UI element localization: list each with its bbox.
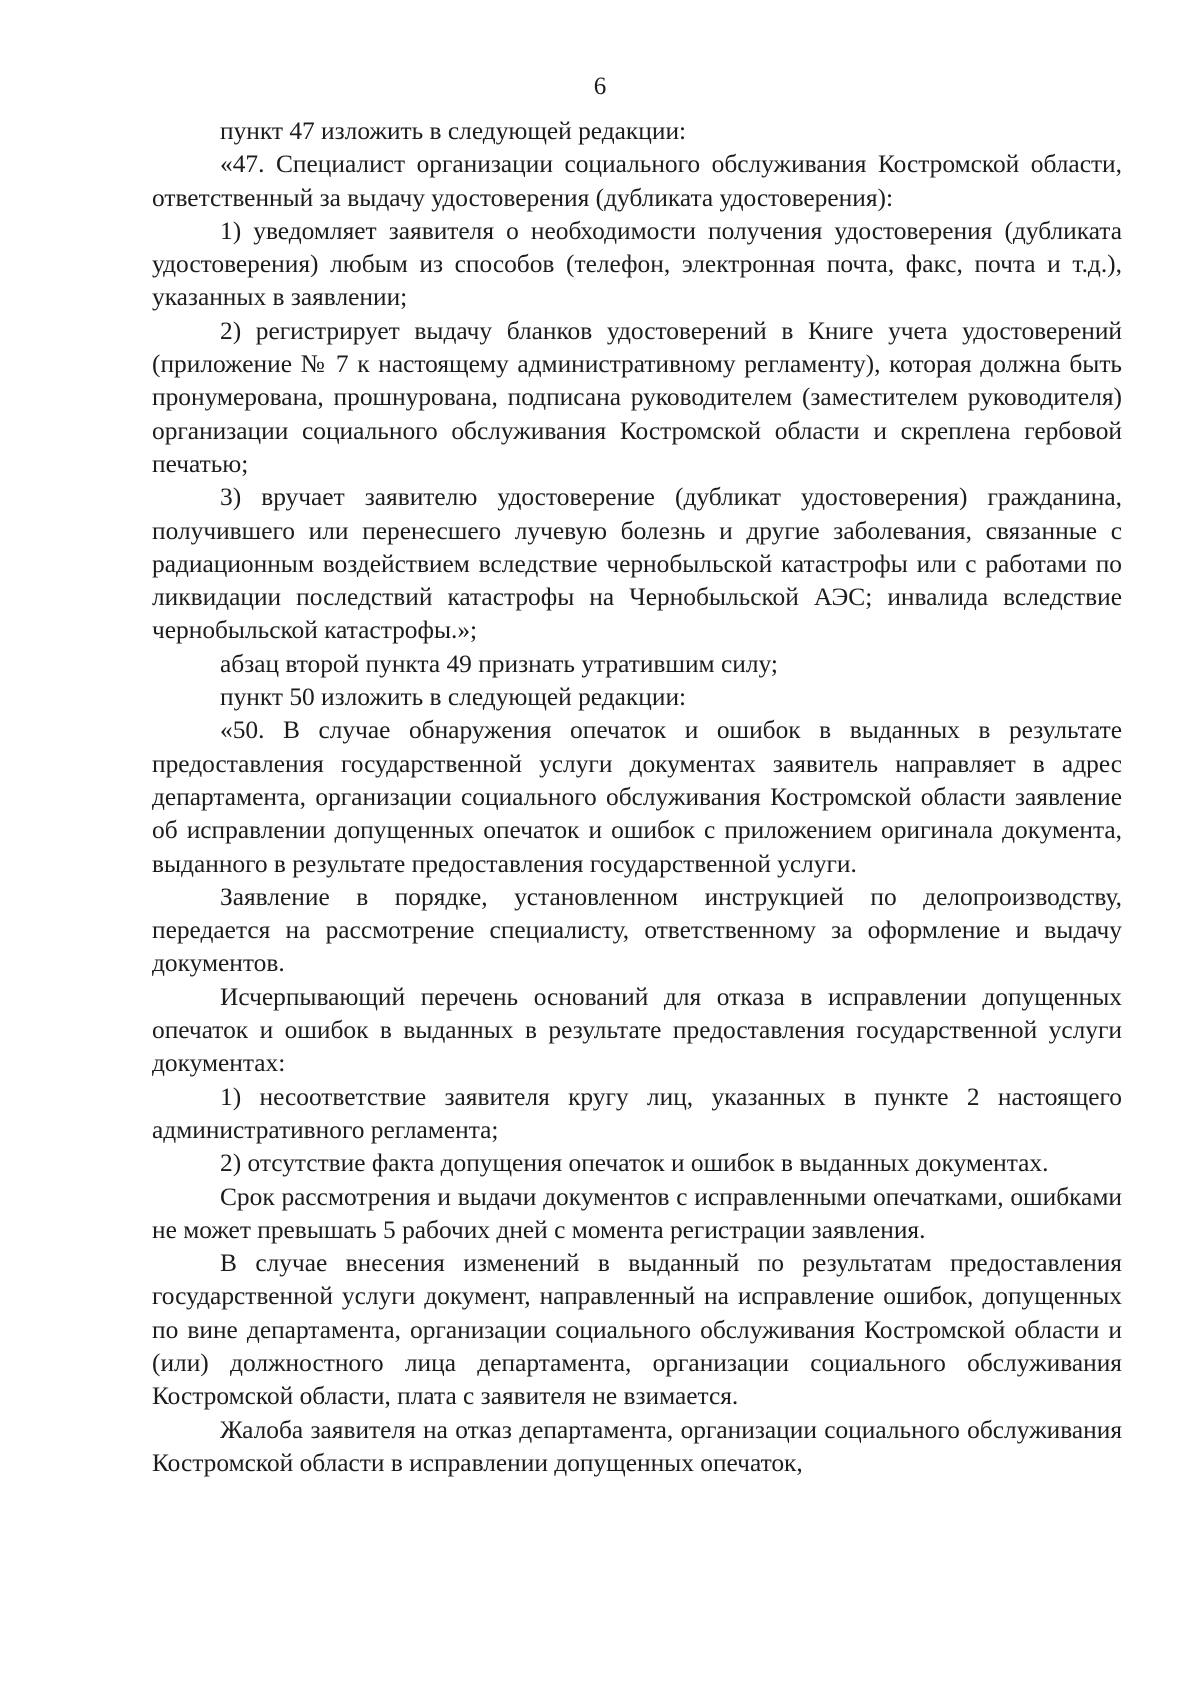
paragraph-49-repeal: абзац второй пункта 49 признать утратившим силу; <box>220 649 778 678</box>
paragraph-amend-47-intro: пункт 47 изложить в следующей редакции: <box>220 117 687 145</box>
paragraph-50-no-fee: В случае внесения изменений в выданный по результатам предоставления государственной услуги документ, направленный на исправление ошибок, допущенных по вине департамента, организации социального обслуживания Костромской области и (или) должностного лица департамента, организации социального обслуживания Костромской области, плата с заявителя не взимается. <box>152 1249 1122 1411</box>
paragraph-47-item-2: 2) регистрирует выдачу бланков удостоверений в Книге учета удостоверений (приложение № 7 к настоящему административному регламенту), которая должна быть пронумерована, прошнурована, подписана руководителем (заместителем руководителя) организации социального обслуживания Костромской области и скреплена гербовой печатью; <box>152 316 1122 478</box>
paragraph-50-application: Заявление в порядке, установленном инструкцией по делопроизводству, передается на рассмотрение специалисту, ответственному за оформление и выдачу документов. <box>152 882 1122 978</box>
paragraph-50-refusal-grounds: Исчерпывающий перечень оснований для отказа в исправлении допущенных опечаток и ошибок в выданных в результате предоставления государственной услуги документах: <box>152 982 1122 1078</box>
paragraph-47-specialist: «47. Специалист организации социального обслуживания Костромской области, ответственный за выдачу удостоверения (дубликата удостоверения): <box>152 150 1122 212</box>
paragraph-50-ground-2: 2) отсутствие факта допущения опечаток и ошибок в выданных документах. <box>220 1149 1049 1178</box>
paragraph-47-item-3: 3) вручает заявителю удостоверение (дубликат удостоверения) гражданина, получившего или перенесшего лучевую болезнь и другие заболевания, связанные с радиационным воздействием вследствие чернобыльской катастрофы или с работами по ликвидации последствий катастрофы на Чернобыльской АЭС; инвалида вследствие чернобыльской катастрофы.»; <box>152 483 1122 645</box>
paragraph-50-errors: «50. В случае обнаружения опечаток и ошибок в выданных в результате предоставления государственной услуги документах заявитель направляет в адрес департамента, организации социального обслуживания Костромской области заявление об исправлении допущенных опечаток и ошибок с приложением оригинала документа, выданного в результате предоставления государственной услуги. <box>152 716 1122 878</box>
page-number: 6 <box>593 73 607 100</box>
paragraph-50-complaint: Жалоба заявителя на отказ департамента, организации социального обслуживания Костромской области в исправлении допущенных опечаток, <box>152 1415 1122 1477</box>
paragraph-50-deadline: Срок рассмотрения и выдачи документов с исправленными опечатками, ошибками не может превышать 5 рабочих дней с момента регистрации заявления. <box>152 1182 1122 1244</box>
paragraph-50-ground-1: 1) несоответствие заявителя кругу лиц, указанных в пункте 2 настоящего административного регламента; <box>152 1082 1122 1144</box>
document-body <box>152 115 1122 1480</box>
paragraph-47-item-1: 1) уведомляет заявителя о необходимости получения удостоверения (дубликата удостоверения) любым из способов (телефон, электронная почта, факс, почта и т.д.), указанных в заявлении; <box>152 216 1122 312</box>
paragraph-amend-50-intro: пункт 50 изложить в следующей редакции: <box>220 683 687 712</box>
